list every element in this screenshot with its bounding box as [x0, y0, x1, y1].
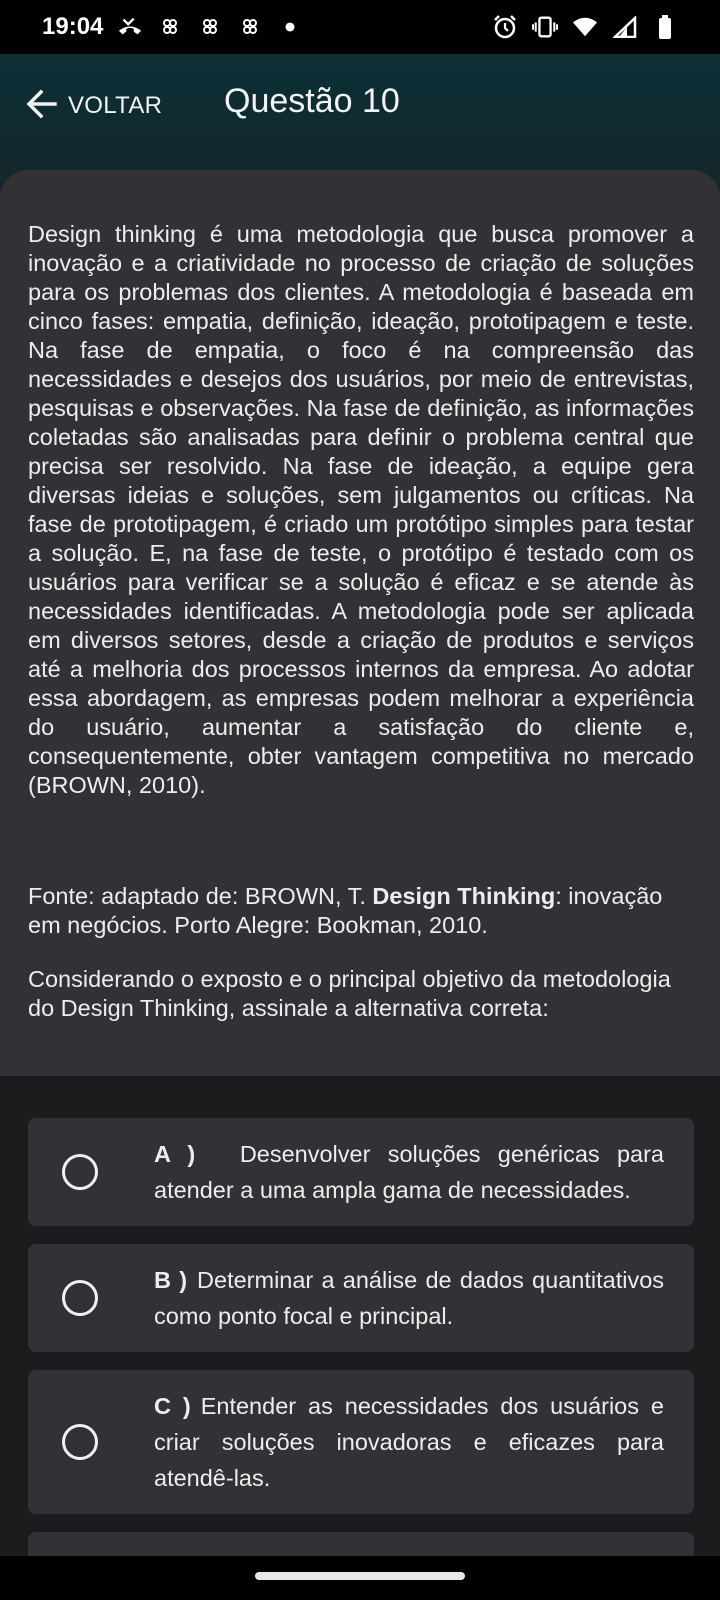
status-right-icons: [492, 14, 678, 40]
question-text: Design thinking é uma metodologia que busca promover a inovação e a criatividade no processo de criação de soluções para os problemas dos clientes. A metodologia é baseada em cinco fases: empatia, definição, ideação, prototipagem e teste. Na fase de empatia, o foco é na compreensão das necessidades e desejos dos usuários, por meio de entrevistas, pesquisas e observações. Na fase de definição, as informações coletadas são analisadas para definir o problema central que precisa ser resolvido. Na fase de ideação, a equipe gera diversas ideias e soluções, sem julgamentos ou críticas. Na fase de prototipagem, é criado um protótipo simples para testar a solução. E, na fase de teste, o protótipo é testado com os usuários para verificar se a solução é eficaz e se atende às necessidades identificadas. A metodologia pode ser aplicada em diversos setores, desde a criação de produtos e serviços até a melhoria dos processos internos da empresa. Ao adotar essa abordagem, as empresas podem melhorar a experiência do usuário, aumentar a satisfação do cliente e, consequentemente, obter vantagem competitiva no mercado (BROWN, 2010).: [28, 221, 694, 798]
option-letter: B ): [154, 1267, 188, 1293]
option-label: Desenvolver soluções genéricas para atender a uma ampla gama de necessidades.: [154, 1141, 664, 1203]
option-a[interactable]: [28, 1118, 694, 1226]
status-time: 19:04: [42, 13, 104, 40]
option-c[interactable]: [28, 1370, 694, 1514]
notification-icon: [237, 14, 263, 40]
option-b-text: [154, 1262, 664, 1334]
arrow-left-icon: [24, 87, 58, 125]
navigation-bar: [0, 1556, 720, 1600]
home-indicator[interactable]: [255, 1572, 465, 1580]
source-citation: [28, 882, 694, 940]
missed-call-icon: [117, 14, 143, 40]
option-label: Entender as necessidades dos usuários e criar soluções inovadoras e eficazes para atendê-las.: [154, 1393, 664, 1491]
back-label: VOLTAR: [68, 92, 163, 119]
radio-icon[interactable]: [62, 1280, 98, 1316]
source-book-title: Design Thinking: [372, 883, 556, 909]
option-b[interactable]: [28, 1244, 694, 1352]
wifi-icon: [572, 14, 598, 40]
question-card: [0, 170, 720, 1076]
option-a-text: [154, 1136, 664, 1208]
option-label: Determinar a análise de dados quantitativos como ponto focal e principal.: [154, 1267, 665, 1329]
status-bar: [0, 0, 720, 54]
status-left-icons: [117, 14, 303, 40]
radio-icon[interactable]: [62, 1424, 98, 1460]
option-c-text: [154, 1388, 664, 1496]
source-suffix: : inovação em negócios. Porto Alegre: Bookman, 2010.: [28, 883, 663, 938]
alarm-icon: [492, 14, 518, 40]
option-letter: C ): [154, 1393, 191, 1419]
option-letter: A ): [154, 1141, 230, 1167]
page-title: Questão 10: [224, 82, 400, 120]
notification-icon: [157, 14, 183, 40]
question-prompt: Considerando o exposto e o principal objetivo da metodologia do Design Thinking, assinale a alternativa correta:: [28, 966, 671, 1021]
signal-icon: [612, 14, 638, 40]
notification-icon: [197, 14, 223, 40]
radio-icon[interactable]: [62, 1154, 98, 1190]
vibrate-icon: [532, 14, 558, 40]
back-button[interactable]: [24, 84, 162, 128]
dot-icon: [277, 14, 303, 40]
source-prefix: Fonte: adaptado de: BROWN, T.: [28, 883, 373, 909]
battery-icon: [652, 14, 678, 40]
